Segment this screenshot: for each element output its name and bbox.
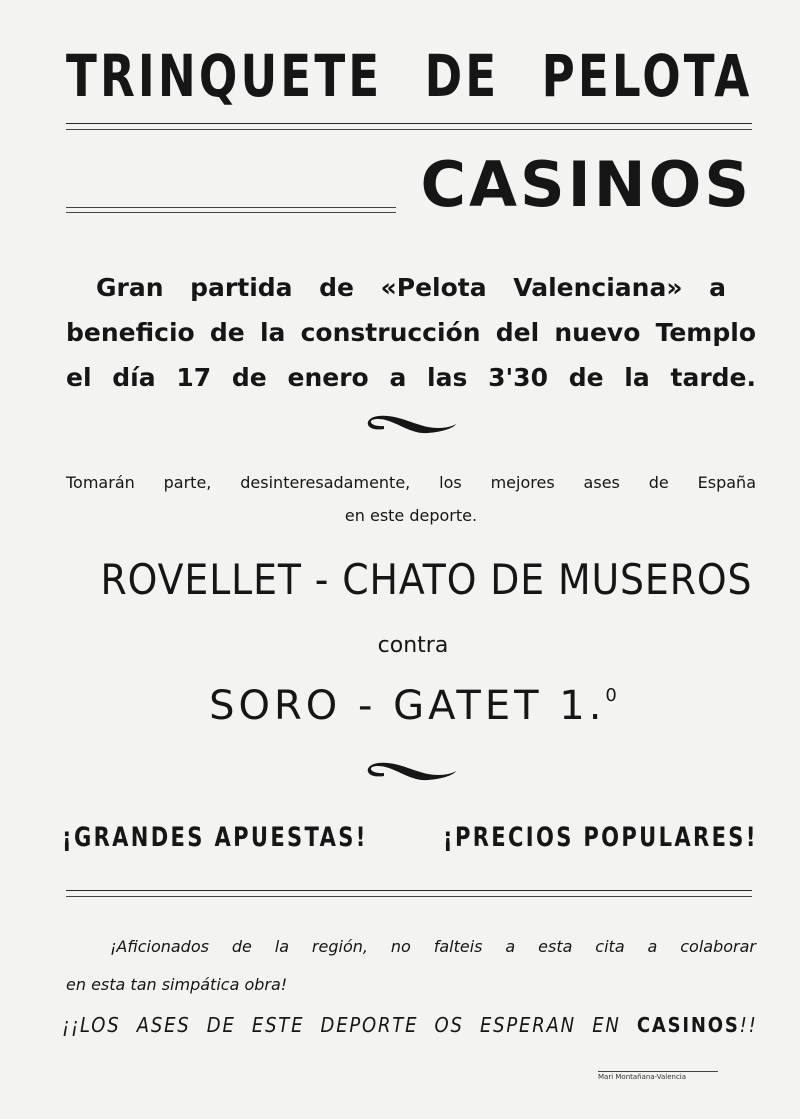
closing-lead: ¡¡LOS ASES DE ESTE DEPORTE OS ESPERAN EN: [62, 1013, 621, 1037]
appeal-line: ¡Aficionados de la región, no falteis a esta cita a colaborar: [110, 937, 756, 956]
poster-title: [66, 42, 752, 110]
team-two-names: SORO - GATET 1.: [209, 683, 606, 729]
team-one: ROVELLET - CHATO DE MUSEROS: [100, 555, 753, 604]
poster-subtitle: CASINOS: [420, 148, 752, 221]
announcement-line: beneficio de la construcción del nuevo Templo: [66, 318, 756, 347]
announcement-line: Gran partida de «Pelota Valenciana» a: [96, 273, 726, 302]
ornament-swash-icon: [362, 413, 460, 439]
participants-line: en este deporte.: [344, 506, 478, 525]
closing-line: [62, 1013, 758, 1037]
slogan-rule-top: [66, 890, 752, 891]
subtitle-rule-top: [66, 207, 396, 208]
title-word: PELOTA: [541, 42, 753, 110]
team-two: [0, 683, 800, 729]
closing-tail: !!: [739, 1013, 758, 1037]
appeal-line: en esta tan simpática obra!: [66, 975, 288, 994]
slogan-prices: ¡PRECIOS POPULARES!: [442, 822, 758, 853]
participants-note: [66, 466, 756, 532]
slogans: [62, 822, 758, 853]
team-two-ordinal: 0: [605, 685, 617, 706]
participants-line: Tomarán parte, desinteresadamente, los mejores ases de España: [66, 473, 756, 492]
closing-emphasis: CASINOS: [636, 1013, 740, 1037]
appeal-text: [66, 928, 756, 1004]
event-announcement: [66, 265, 756, 400]
title-word: TRINQUETE: [66, 42, 383, 110]
ornament-swash-icon: [362, 760, 460, 786]
title-rule-top: [66, 123, 752, 124]
announcement-line: el día 17 de enero a las 3'30 de la tarde.: [66, 363, 756, 392]
imprint-rule: [598, 1071, 718, 1072]
subtitle-rule-bottom: [66, 212, 396, 213]
slogan-bets: ¡GRANDES APUESTAS!: [62, 822, 368, 853]
versus-label: contra: [377, 633, 449, 658]
title-rule-bottom: [66, 129, 752, 130]
printer-imprint: Mari Montañana-Valencia: [598, 1073, 687, 1081]
slogan-rule-bottom: [66, 896, 752, 897]
title-word: DE: [424, 42, 500, 110]
